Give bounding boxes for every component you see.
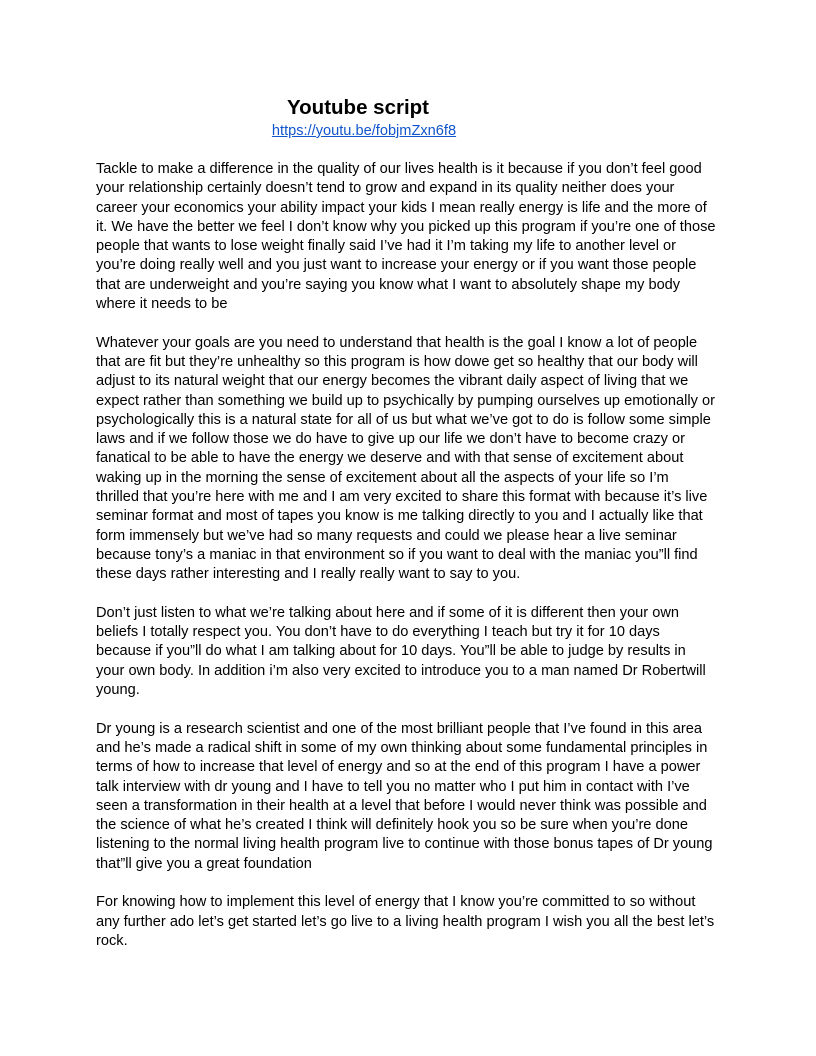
text-line: beliefs I totally respect you. You don’t have to do everything I teach but try it for 10 days <box>96 624 660 641</box>
text-line: laws and if we follow those we do have to give up our life we don’t have to become crazy or <box>96 431 685 448</box>
text-line: where it needs to be <box>96 296 228 313</box>
text-line: Whatever your goals are you need to understand that health is the goal I know a lot of people <box>96 334 698 351</box>
text-line: the science of what he’s created I think will definitely hook you so be sure when you’re done <box>96 817 688 834</box>
text-line: because if you”ll do what I am talking about for 10 days. You”ll be able to judge by results in <box>96 643 686 660</box>
paragraph <box>96 334 726 585</box>
text-line: waking up in the morning the sense of excitement about all the aspects of your life so I’m <box>96 469 669 486</box>
paragraph <box>96 893 726 951</box>
text-line: any further ado let’s get started let’s go live to a living health program I wish you all the best let’s <box>96 913 715 930</box>
text-line: thrilled that you’re here with me and I am very excited to share this format with because it’s live <box>96 489 708 506</box>
text-line: you’re doing really well and you just want to increase your energy or if you want those people <box>96 257 697 274</box>
text-line: form immensely but we’ve had so many requests and could we please hear a live seminar <box>96 527 677 544</box>
text-line: talk interview with dr young and I have to tell you no matter who I put him in contact with I’ve <box>96 778 690 795</box>
text-line: Don’t just listen to what we’re talking about here and if some of it is different then your own <box>96 604 679 621</box>
paragraph <box>96 604 726 700</box>
text-line: adjust to its natural weight that our energy becomes the vibrant daily aspect of living that we <box>96 373 689 390</box>
text-line: listening to the normal living health program live to continue with those bonus tapes of Dr young <box>96 836 713 853</box>
text-line: For knowing how to implement this level of energy that I know you’re committed to so without <box>96 894 696 911</box>
text-line: and he’s made a radical shift in some of my own thinking about some fundamental principles in <box>96 739 708 756</box>
text-line: your own body. In addition i’m also very excited to introduce you to a man named Dr Robertwill <box>96 662 706 679</box>
text-line: young. <box>96 682 140 699</box>
text-line: Tackle to make a difference in the quality of our lives health is it because if you don’t feel good <box>96 161 702 177</box>
text-line: seminar format and most of tapes you know is me talking directly to you and I actually like that <box>96 508 703 525</box>
text-line: career your economics your ability impact your kids I mean really energy is life and the more of <box>96 199 707 216</box>
text-line: terms of how to increase that level of energy and so at the end of this program I have a power <box>96 759 701 776</box>
text-line: that”ll give you a great foundation <box>96 855 312 872</box>
paragraph <box>96 720 726 874</box>
text-line: psychologically this is a natural state for all of us but what we’ve got to do is follow some simple <box>96 411 711 428</box>
paragraph <box>96 160 726 314</box>
text-line: seen a transformation in their health at a level that before I would never think was possible and <box>96 797 707 814</box>
text-line: people that wants to lose weight finally said I’ve had it I’m taking my life to another level or <box>96 238 677 255</box>
text-line: these days rather interesting and I really really want to say to you. <box>96 566 521 583</box>
text-line: it. We have the better we feel I don’t know why you picked up this program if you’re one of those <box>96 218 716 235</box>
text-line: that are underweight and you’re saying you know what I want to absolutely shape my body <box>96 276 681 293</box>
text-line: Dr young is a research scientist and one of the most brilliant people that I’ve found in this area <box>96 720 702 737</box>
youtube-link-container <box>0 121 728 141</box>
text-line: your relationship certainly doesn’t tend to grow and expand in its quality neither does your <box>96 180 675 197</box>
youtube-link[interactable]: https://youtu.be/fobjmZxn6f8 <box>271 123 457 139</box>
text-line: expect rather than something we build up to psychically by pumping ourselves up emotionally or <box>96 392 715 409</box>
document-title: Youtube script <box>287 96 429 119</box>
text-line: that are fit but they’re unhealthy so this program is how dowe get so healthy that our body will <box>96 353 698 370</box>
document-body <box>96 160 726 970</box>
text-line: rock. <box>96 932 128 949</box>
text-line: fanatical to be able to have the energy we deserve and with that sense of excitement about <box>96 450 684 467</box>
text-line: because tony’s a maniac in that environment so if you want to deal with the maniac you”ll find <box>96 546 698 563</box>
